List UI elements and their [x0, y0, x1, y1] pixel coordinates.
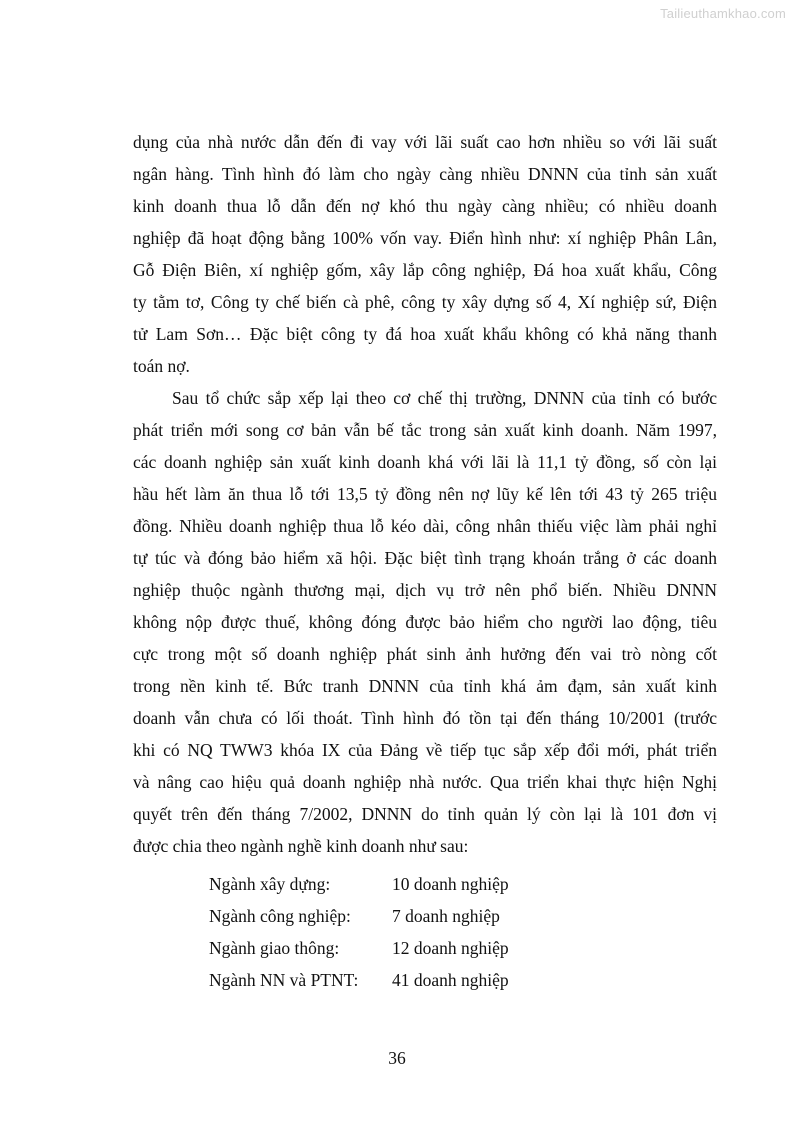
paragraph-line: nghiệp thuộc ngành thương mại, dịch vụ trở nên phổ biến. Nhiều DNNN — [133, 580, 717, 600]
paragraph-line: ty tằm tơ, Công ty chế biến cà phê, công ty xây dựng số 4, Xí nghiệp sứ, Điện — [133, 292, 717, 312]
paragraph-line: dụng của nhà nước dẫn đến đi vay với lãi suất cao hơn nhiều so với lãi suất — [133, 132, 717, 152]
sector-count: 7 doanh nghiệp — [392, 906, 500, 926]
paragraph-line: Gỗ Điện Biên, xí nghiệp gốm, xây lắp công nghiệp, Đá hoa xuất khẩu, Công — [133, 260, 717, 280]
paragraph-line: hầu hết làm ăn thua lỗ tới 13,5 tỷ đồng nên nợ lũy kế lên tới 43 tỷ 265 triệu — [133, 484, 717, 504]
paragraph-line: không nộp được thuế, không đóng được bảo hiểm cho người lao động, tiêu — [133, 612, 717, 632]
watermark-text: Tailieuthamkhao.com — [660, 6, 786, 21]
paragraph-line: cực trong một số doanh nghiệp phát sinh ảnh hưởng đến vai trò nòng cốt — [133, 644, 717, 664]
sector-name: Ngành công nghiệp: — [209, 906, 351, 926]
paragraph-line: tự túc và đóng bảo hiểm xã hội. Đặc biệt tình trạng khoán trắng ở các doanh — [133, 548, 717, 568]
sector-count: 12 doanh nghiệp — [392, 938, 509, 958]
paragraph-line: quyết trên đến tháng 7/2002, DNNN do tỉnh quản lý còn lại là 101 đơn vị — [133, 804, 717, 824]
paragraph-line: kinh doanh thua lỗ dẫn đến nợ khó thu ngày càng nhiều; có nhiều doanh — [133, 196, 717, 216]
sector-name: Ngành giao thông: — [209, 938, 340, 958]
page-number: 36 — [388, 1048, 406, 1068]
paragraph-line: trong nền kinh tế. Bức tranh DNNN của tỉnh khá ảm đạm, sản xuất kinh — [133, 676, 717, 696]
paragraph-line: nghiệp đã hoạt động bằng 100% vốn vay. Điển hình như: xí nghiệp Phân Lân, — [133, 228, 717, 248]
paragraph-line: ngân hàng. Tình hình đó làm cho ngày càng nhiều DNNN của tỉnh sản xuất — [133, 164, 717, 184]
sector-name: Ngành NN và PTNT: — [209, 970, 359, 990]
paragraph-line: toán nợ. — [133, 356, 190, 376]
sector-count: 10 doanh nghiệp — [392, 874, 509, 894]
sector-name: Ngành xây dựng: — [209, 874, 331, 894]
paragraph-line: doanh vẫn chưa có lối thoát. Tình hình đó tồn tại đến tháng 10/2001 (trước — [133, 708, 717, 728]
paragraph-line: và nâng cao hiệu quả doanh nghiệp nhà nước. Qua triển khai thực hiện Nghị — [133, 772, 717, 792]
sector-count: 41 doanh nghiệp — [392, 970, 509, 990]
paragraph-line: khi có NQ TWW3 khóa IX của Đảng về tiếp tục sắp xếp đổi mới, phát triển — [133, 740, 717, 760]
paragraph-line: Sau tổ chức sắp xếp lại theo cơ chế thị trường, DNNN của tỉnh có bước — [172, 388, 717, 408]
paragraph-line: đồng. Nhiều doanh nghiệp thua lỗ kéo dài, công nhân thiếu việc làm phải nghỉ — [133, 516, 717, 536]
paragraph-line: phát triển mới song cơ bản vẫn bế tắc trong sản xuất kinh doanh. Năm 1997, — [133, 420, 717, 440]
paragraph-line: được chia theo ngành nghề kinh doanh như sau: — [133, 836, 469, 856]
paragraph-line: các doanh nghiệp sản xuất kinh doanh khá với lãi là 11,1 tỷ đồng, số còn lại — [133, 452, 717, 472]
paragraph-line: tử Lam Sơn… Đặc biệt công ty đá hoa xuất khẩu không có khả năng thanh — [133, 324, 717, 344]
